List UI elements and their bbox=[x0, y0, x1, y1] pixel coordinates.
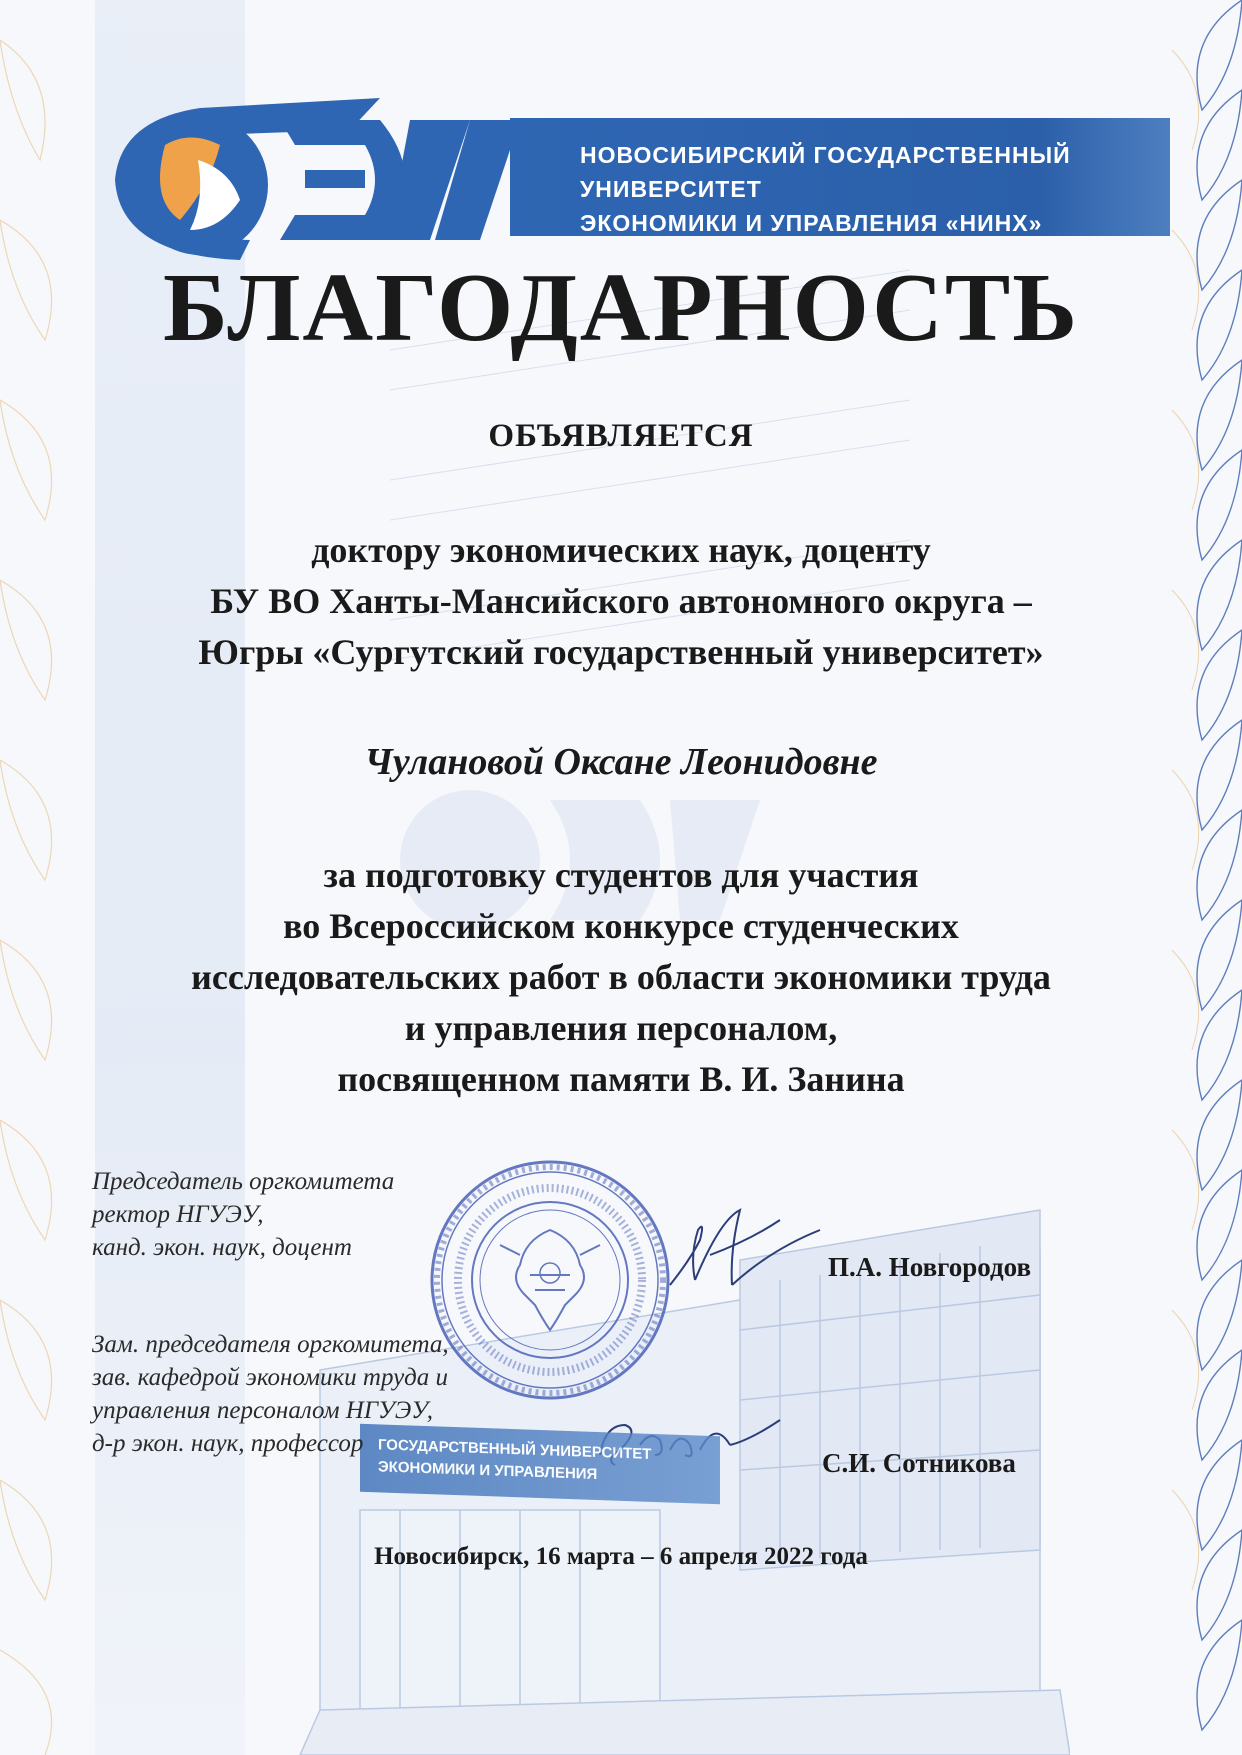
signatory1-position-line3: канд. экон. наук, доцент bbox=[92, 1234, 352, 1261]
signatory1-name: П.А. Новгородов bbox=[828, 1252, 1032, 1282]
signatory2-position-line2: зав. кафедрой экономики труда и bbox=[92, 1364, 449, 1391]
award-reason bbox=[40, 850, 1202, 1105]
university-name bbox=[580, 138, 1200, 240]
university-logo bbox=[80, 90, 550, 260]
signatory2-name: С.И. Сотникова bbox=[822, 1448, 1016, 1478]
official-stamp bbox=[425, 1155, 675, 1405]
building-sign-line1: ГОСУДАРСТВЕННЫЙ УНИВЕРСИТЕТ bbox=[378, 1436, 652, 1463]
signatory1-position bbox=[92, 1165, 394, 1264]
signatory1-position-line2: ректор НГУЭУ, bbox=[92, 1201, 264, 1228]
header bbox=[40, 90, 1200, 260]
signatory1-position-line1: Председатель оргкомитета bbox=[92, 1168, 395, 1195]
certificate-subtitle: ОБЪЯВЛЯЕТСЯ bbox=[488, 418, 754, 454]
recipient-name: Чулановой Оксане Леонидовне bbox=[364, 741, 878, 783]
recipient-description bbox=[60, 525, 1182, 678]
signatory2-position-line1: Зам. председателя оргкомитета, bbox=[92, 1331, 449, 1358]
recipient-line1: доктору экономических наук, доценту bbox=[311, 530, 931, 570]
signatory2-position-line3: управления персоналом НГУЭУ, bbox=[92, 1397, 434, 1424]
reason-line3: исследовательских работ в области экономики труда bbox=[191, 957, 1051, 997]
building-sign-line2: ЭКОНОМИКИ И УПРАВЛЕНИЯ bbox=[378, 1458, 598, 1484]
signature-novgorodov bbox=[660, 1200, 840, 1300]
reason-line1: за подготовку студентов для участия bbox=[323, 855, 919, 895]
signatory2-position bbox=[92, 1328, 449, 1460]
university-name-line1: НОВОСИБИРСКИЙ ГОСУДАРСТВЕННЫЙ УНИВЕРСИТЕТ bbox=[580, 142, 1071, 202]
recipient-line3: Югры «Сургутский государственный университет» bbox=[198, 632, 1044, 672]
reason-line4: и управления персоналом, bbox=[404, 1008, 838, 1048]
reason-line2: во Всероссийском конкурсе студенческих bbox=[283, 906, 959, 946]
place-and-dates: Новосибирск, 16 марта – 6 апреля 2022 года bbox=[374, 1543, 868, 1570]
signatory2-position-line4: д-р экон. наук, профессор bbox=[92, 1430, 364, 1457]
certificate-title: БЛАГОДАРНОСТЬ bbox=[162, 254, 1080, 362]
university-name-line2: ЭКОНОМИКИ И УПРАВЛЕНИЯ «НИНХ» bbox=[580, 210, 1043, 236]
reason-line5: посвященном памяти В. И. Занина bbox=[337, 1059, 905, 1099]
recipient-line2: БУ ВО Ханты-Мансийского автономного округа – bbox=[210, 581, 1032, 621]
